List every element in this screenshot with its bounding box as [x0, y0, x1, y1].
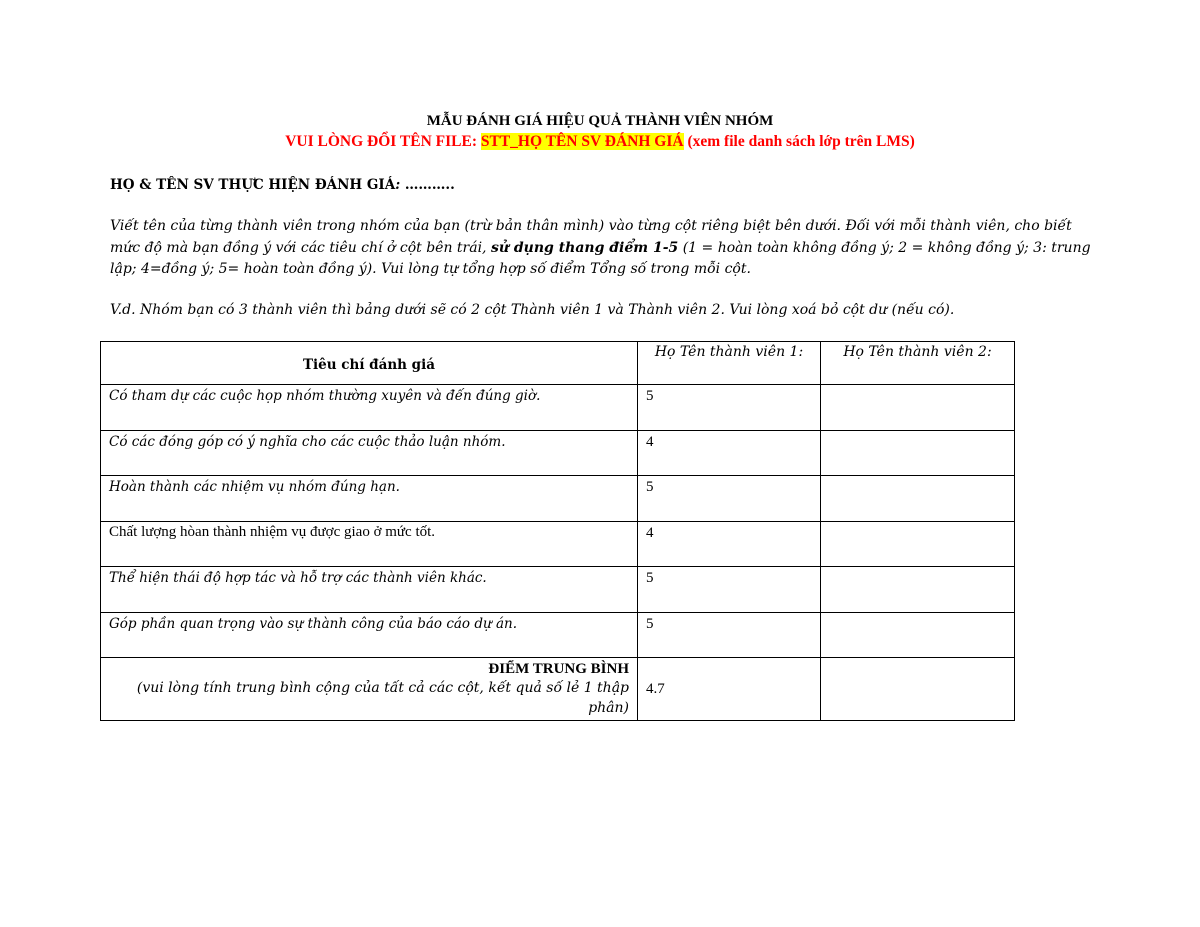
member1-score-cell[interactable]: 5: [638, 612, 821, 658]
table-row: [101, 567, 1015, 613]
instructions-part1: Viết tên của từng thành viên trong nhóm của bạn (trừ bản thân mình) vào từng cột riêng biệt bên dưới. Đối với mỗi thành viên, cho biết mức độ mà bạn đồng ý với các tiêu chí ở cột bên trái,: [110, 218, 1072, 256]
table-header-row: [101, 342, 1015, 385]
member2-average-cell[interactable]: [821, 658, 1015, 721]
criteria-header-label: Tiêu chí đánh giá: [303, 357, 435, 373]
member1-score-cell[interactable]: 4: [638, 521, 821, 567]
evaluator-value[interactable]: ………..: [400, 177, 455, 193]
rename-instruction: [0, 132, 1200, 151]
member1-score-cell[interactable]: 5: [638, 476, 821, 522]
average-title: ĐIỂM TRUNG BÌNH: [488, 661, 629, 677]
table-row: [101, 612, 1015, 658]
rename-instruction-prefix: VUI LÒNG ĐỔI TÊN FILE:: [285, 133, 481, 150]
evaluator-label: HỌ & TÊN SV THỰC HIỆN ĐÁNH GIÁ: [110, 177, 396, 193]
average-label-cell: [101, 658, 638, 721]
evaluation-table: [100, 341, 1015, 721]
rename-instruction-highlight: STT_HỌ TÊN SV ĐÁNH GIÁ: [480, 133, 684, 150]
member2-score-cell[interactable]: [821, 567, 1015, 613]
instructions-part2: (1 = hoàn toàn không đồng ý; 2 = không đồng ý; 3: trung lập; 4=đồng ý; 5= hoàn toàn đồng ý). Vui lòng tự tổng hợp số điểm Tổng số trong mỗi cột.: [110, 239, 1091, 277]
criterion-cell: Thể hiện thái độ hợp tác và hỗ trợ các thành viên khác.: [101, 567, 638, 613]
table-row: [101, 476, 1015, 522]
rename-instruction-suffix: (xem file danh sách lớp trên LMS): [683, 133, 915, 150]
table-row: [101, 385, 1015, 431]
example-paragraph: V.d. Nhóm bạn có 3 thành viên thì bảng dưới sẽ có 2 cột Thành viên 1 và Thành viên 2. Vui lòng xoá bỏ cột dư (nếu có).: [110, 302, 955, 318]
evaluator-separator: :: [395, 177, 401, 193]
member2-score-cell[interactable]: [821, 385, 1015, 431]
member1-average-cell[interactable]: 4.7: [638, 658, 821, 721]
table-row: [101, 521, 1015, 567]
member2-score-cell[interactable]: [821, 476, 1015, 522]
instructions-paragraph: [110, 216, 1100, 281]
criterion-cell: Góp phần quan trọng vào sự thành công của báo cáo dự án.: [101, 612, 638, 658]
average-note: (vui lòng tính trung bình cộng của tất cả các cột, kết quả số lẻ 1 thập phân): [136, 680, 629, 716]
member2-score-cell[interactable]: [821, 521, 1015, 567]
member1-score-cell[interactable]: 5: [638, 567, 821, 613]
evaluator-line: [110, 176, 455, 194]
table-row: [101, 430, 1015, 476]
member2-score-cell[interactable]: [821, 430, 1015, 476]
criterion-cell: Chất lượng hòan thành nhiệm vụ được giao ở mức tốt.: [101, 521, 638, 567]
criteria-header: [101, 342, 638, 385]
member1-header[interactable]: Họ Tên thành viên 1:: [638, 342, 821, 385]
criterion-cell: Có tham dự các cuộc họp nhóm thường xuyên và đến đúng giờ.: [101, 385, 638, 431]
form-title: MẪU ĐÁNH GIÁ HIỆU QUẢ THÀNH VIÊN NHÓM: [426, 113, 774, 129]
criterion-cell: Có các đóng góp có ý nghĩa cho các cuộc thảo luận nhóm.: [101, 430, 638, 476]
member2-score-cell[interactable]: [821, 612, 1015, 658]
member1-score-cell[interactable]: 5: [638, 385, 821, 431]
criterion-cell: Hoàn thành các nhiệm vụ nhóm đúng hạn.: [101, 476, 638, 522]
instructions-scale: sử dụng thang điểm 1-5: [490, 239, 679, 256]
average-row: [101, 658, 1015, 721]
member2-header[interactable]: Họ Tên thành viên 2:: [821, 342, 1015, 385]
member1-score-cell[interactable]: 4: [638, 430, 821, 476]
